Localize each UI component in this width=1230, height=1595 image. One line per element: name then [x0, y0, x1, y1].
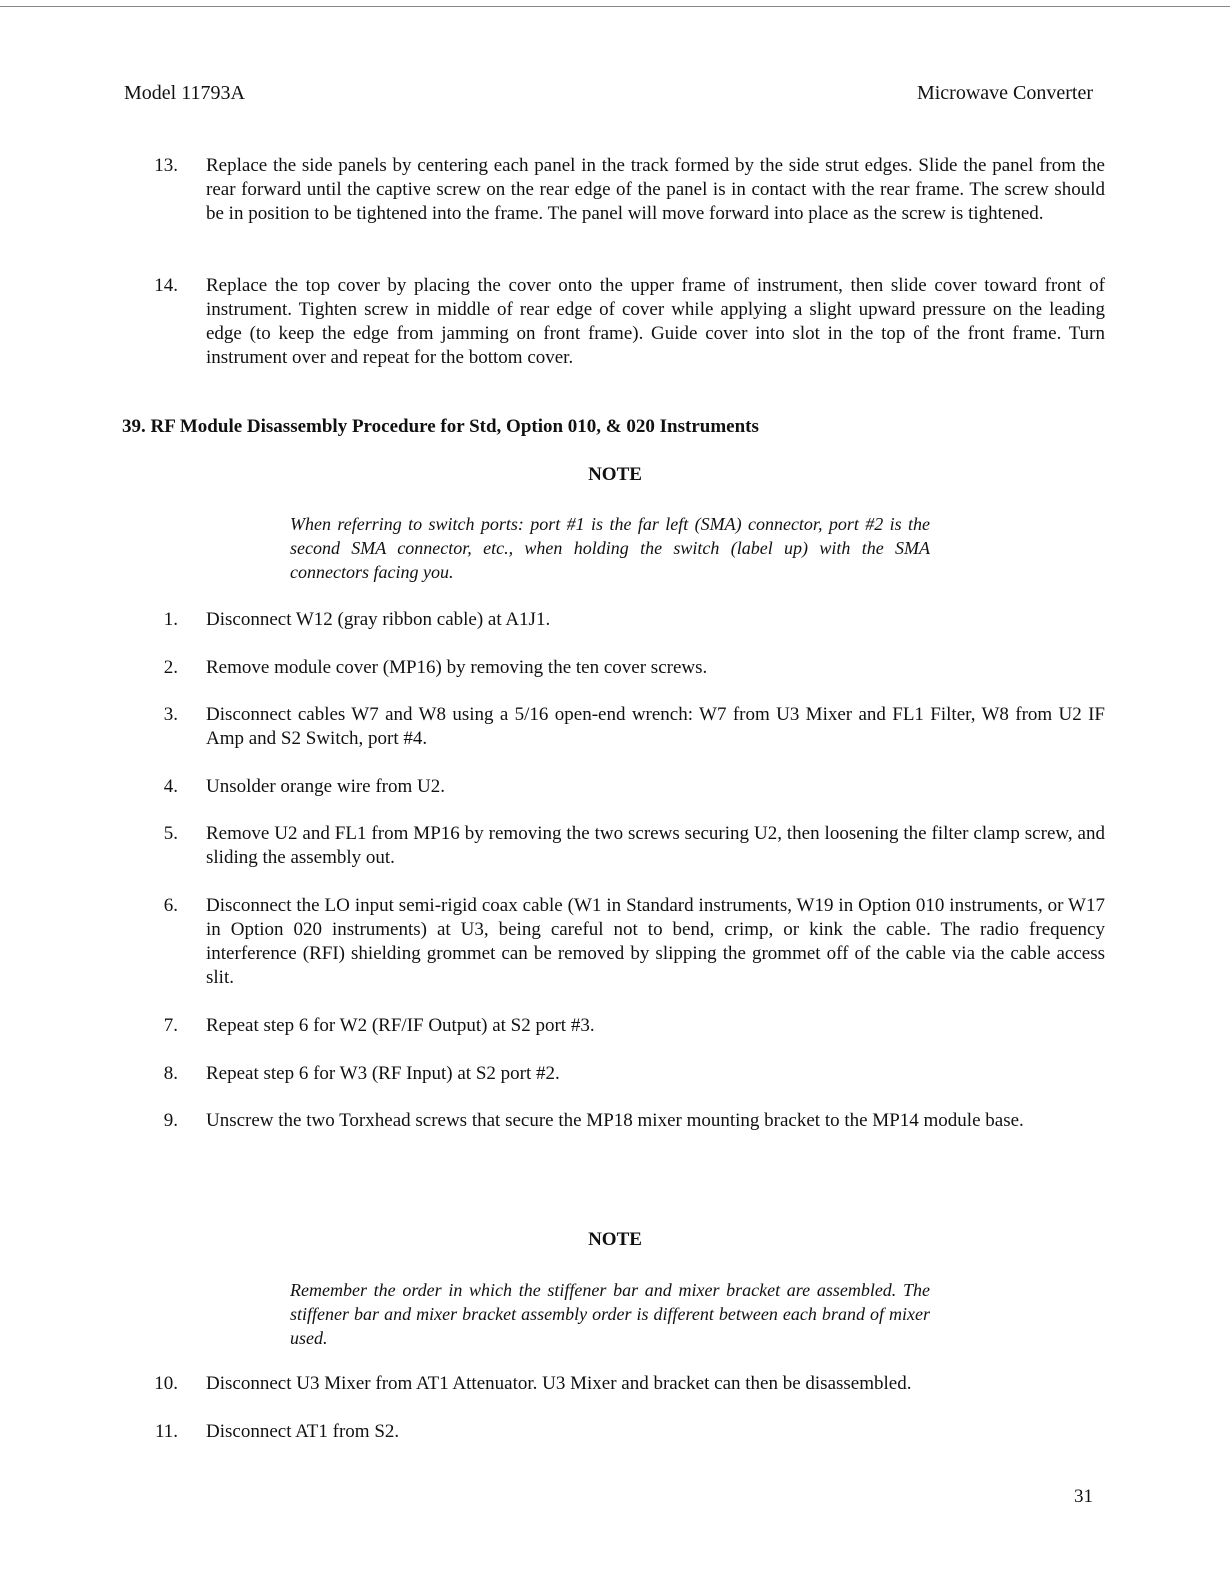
step-text: Replace the side panels by centering each panel in the track formed by the side strut edges. Slide the panel from the rear forward until the captive screw on the rear edge of the panel is in contact with the rear frame. The screw should be in position to be tightened into the frame. The panel will move forward into place as the screw is tightened. [206, 155, 1105, 224]
step-number: 7. [163, 1015, 178, 1036]
step-number: 3. [163, 704, 178, 725]
header-model: Model 11793A [124, 82, 245, 104]
section-heading: 39. RF Module Disassembly Procedure for Std, Option 010, & 020 Instruments [122, 416, 759, 437]
note-body: When referring to switch ports: port #1 is the far left (SMA) connector, port #2 is the second SMA connector, etc., when holding the switch (label up) with the SMA connectors facing you. [290, 514, 930, 582]
step-text: Disconnect U3 Mixer from AT1 Attenuator. U3 Mixer and bracket can then be disassembled. [206, 1373, 912, 1394]
step-text: Disconnect W12 (gray ribbon cable) at A1J1. [206, 609, 551, 630]
step-number: 13. [154, 155, 178, 176]
step-text: Remove U2 and FL1 from MP16 by removing the two screws securing U2, then loosening the filter clamp screw, and sliding the assembly out. [206, 823, 1105, 868]
step-number: 4. [163, 776, 178, 797]
step-text: Disconnect AT1 from S2. [206, 1421, 400, 1442]
step-number: 8. [163, 1063, 178, 1084]
step-number: 5. [163, 823, 178, 844]
step-text: Replace the top cover by placing the cover onto the upper frame of instrument, then slide cover toward front of instrument. Tighten screw in middle of rear edge of cover while applying a slight upward pressure on the leading edge (to keep the edge from jamming on front frame). Guide cover into slot in the top of the front frame. Turn instrument over and repeat for the bottom cover. [206, 275, 1105, 368]
note-title: NOTE [588, 1229, 642, 1250]
note-body: Remember the order in which the stiffener bar and mixer bracket are assembled. The stiffener bar and mixer bracket assembly order is different between each brand of mixer used. [290, 1280, 930, 1348]
step-text: Unsolder orange wire from U2. [206, 776, 446, 797]
step-number: 10. [154, 1373, 178, 1394]
step-text: Repeat step 6 for W2 (RF/IF Output) at S2 port #3. [206, 1015, 595, 1036]
step-number: 14. [154, 275, 178, 296]
step-number: 6. [163, 895, 178, 916]
note-title: NOTE [588, 464, 642, 485]
header-title: Microwave Converter [916, 82, 1093, 104]
step-text: Unscrew the two Torxhead screws that secure the MP18 mixer mounting bracket to the MP14 module base. [206, 1110, 1024, 1131]
top-rule [0, 6, 1230, 7]
step-number: 11. [154, 1421, 178, 1442]
step-text: Remove module cover (MP16) by removing the ten cover screws. [206, 657, 708, 678]
step-text: Repeat step 6 for W3 (RF Input) at S2 port #2. [206, 1063, 560, 1084]
page-number: 31 [1074, 1486, 1093, 1507]
step-number: 9. [163, 1110, 178, 1131]
step-number: 1. [163, 609, 178, 630]
step-text: Disconnect the LO input semi-rigid coax cable (W1 in Standard instruments, W19 in Option 010 instruments, or W17 in Option 020 instruments) at U3, being careful not to bend, crimp, or kink the cable. The radio frequency interference (RFI) shielding grommet can be removed by slipping the grommet off of the cable via the cable access slit. [206, 895, 1105, 988]
step-text: Disconnect cables W7 and W8 using a 5/16 open-end wrench: W7 from U3 Mixer and FL1 Filter, W8 from U2 IF Amp and S2 Switch, port #4. [206, 704, 1105, 749]
step-number: 2. [163, 657, 178, 678]
